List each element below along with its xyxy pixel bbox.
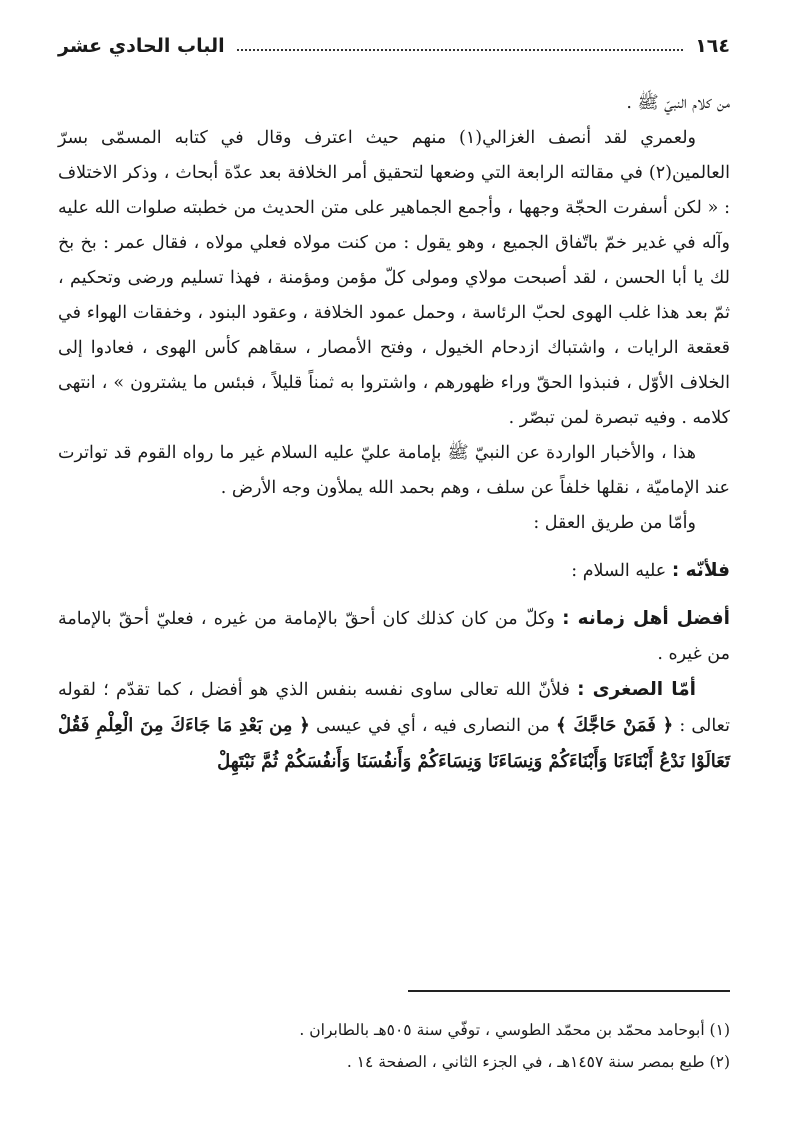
- header-dotted-leader: [237, 49, 684, 51]
- page: [58, 28, 730, 1098]
- minor-premise-text-1: فلأنّ الله تعالى ساوى نفسه بنفس الذي هو أفضل ، كما تقدّم ؛ لقوله تعالى :: [58, 680, 730, 736]
- paragraph-reason: وأمّا من طريق العقل :: [533, 513, 696, 533]
- point-one-label: فلأنّه :: [671, 560, 730, 581]
- footnote-1: (١) أبوحامد محمّد بن محمّد الطوسي ، توفّي سنة ٥٠٥هـ بالطابران .: [299, 1021, 730, 1039]
- footnote-separator: [408, 990, 730, 992]
- quran-verse-2: ﴿ مِن بَعْدِ مَا جَاءَكَ مِنَ الْعِلْمِ فَقُلْ تَعَالَوْا نَدْعُ أَبْنَاءَنَا وَأَبْنَاءَكُمْ وَنِسَاءَنَا وَنِسَاءَكُمْ وَأَنفُسَنَا وَأَنفُسَكُمْ ثُمَّ نَبْتَهِلْ: [58, 715, 730, 772]
- page-number: ١٦٤: [695, 35, 730, 57]
- footnotes: [58, 1014, 730, 1078]
- point-one-text: عليه السلام :: [571, 561, 667, 581]
- best-of-era: [58, 601, 730, 672]
- quran-verse-1: ﴿ فَمَنْ حَاجَّكَ ﴾: [555, 715, 674, 736]
- minor-premise-text-2: من النصارى فيه ، أي في عيسى: [315, 716, 550, 736]
- minor-premise-label: أمّا الصغرى :: [577, 679, 696, 700]
- running-header: [58, 28, 730, 64]
- paragraph-reports: هذا ، والأخبار الواردة عن النبيّ ﷺ بإمامة عليّ عليه السلام غير ما رواه القوم قد تواترت عند الإماميّة ، نقلها خلفاً عن سلف ، وهم بحمد الله يملأون وجه الأرض .: [58, 443, 730, 498]
- paragraph-ghazali: ولعمري لقد أنصف الغزالي(١) منهم حيث اعترف وقال في كتابه المسمّى بسرّ العالمين(٢) في مقالته الرابعة التي وضعها لتحقيق أمر الخلافة بعد عدّة أبحاث ، وذكر الاختلاف : « لكن أسفرت الحجّة وجهها ، وأجمع الجماهير على متن الحديث من خطبته صلوات الله عليه وآله في غدير خمّ باتّفاق الجميع ، وهو يقول : من كنت مولاه فعلي مولاه ، فقال عمر : بخ بخ لك يا أبا الحسن ، لقد أصبحت مولاي ومولى كلّ مؤمن ومؤمنة ، فهذا تسليم ورضى وتحكيم ، ثمّ بعد هذا غلب الهوى لحبّ الرئاسة ، وحمل عمود الخلافة ، وعقود البنود ، وخفقات الهواء في قعقعة الرايات ، واشتباك ازدحام الخيول ، وفتح الأمصار ، سقاهم كأس الهوى ، فعادوا إلى الخلاف الأوّل ، فنبذوا الحقّ وراء ظهورهم ، واشتروا به ثمناً قليلاً ، فبئس ما يشترون » ، انتهى كلامه . وفيه تبصرة لمن تبصّر .: [58, 128, 730, 428]
- best-of-era-text: وكلّ من كان كذلك كان أحقّ بالإمامة من غيره ، فعليّ أحقّ بالإمامة من غيره .: [58, 609, 730, 664]
- best-of-era-label: أفضل أهل زمانه :: [562, 608, 730, 629]
- paragraph-opening: من كلام النبيّ ﷺ .: [626, 93, 730, 113]
- chapter-title: الباب الحادي عشر: [58, 35, 225, 57]
- minor-premise: [58, 672, 730, 780]
- main-text: [58, 86, 730, 780]
- point-one: [58, 553, 730, 589]
- footnote-2: (٢) طبع بمصر سنة ١٤٥٧هـ ، في الجزء الثاني ، الصفحة ١٤ .: [346, 1053, 730, 1071]
